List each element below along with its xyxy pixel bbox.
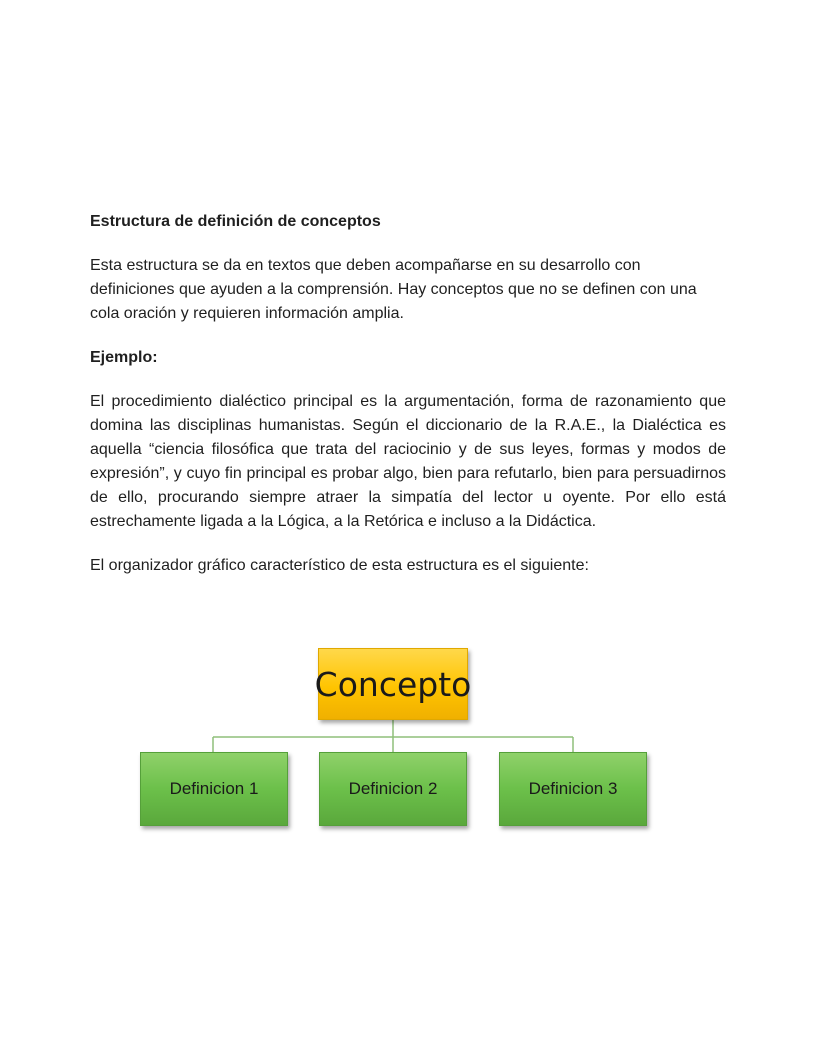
document-body [90, 210, 726, 598]
example-paragraph: El procedimiento dialéctico principal es la argumentación, forma de razonamiento que domina las disciplinas humanistas. Según el diccionario de la R.A.E., la Dialéctica es aquella “ciencia filosófica que trata del raciocinio y de sus leyes, formas y modos de expresión”, y cuyo fin principal es probar algo, bien para refutarlo, bien para persuadirnos de ello, procurando siempre atraer la simpatía del lector u oyente. Por ello está estrechamente ligada a la Lógica, a la Retórica e incluso a la Didáctica. [90, 393, 726, 530]
definition-node-2 [319, 752, 467, 826]
definition-node-1 [140, 752, 288, 826]
concept-node [314, 648, 472, 720]
definition-node-label: Definicion 3 [528, 779, 618, 798]
intro-paragraph: Esta estructura se da en textos que deben acompañarse en su desarrollo con definiciones que ayuden a la comprensión. Hay conceptos que no se definen con una cola oración y requieren información amplia. [90, 257, 697, 322]
concept-node-label: Concepto [314, 664, 472, 704]
diagram-connectors [213, 720, 573, 752]
example-label: Ejemplo: [90, 349, 158, 366]
definition-node-label: Definicion 2 [348, 779, 438, 798]
definition-node-label: Definicion 1 [169, 779, 259, 798]
organizer-intro: El organizador gráfico característico de esta estructura es el siguiente: [90, 557, 589, 574]
section-heading: Estructura de definición de conceptos [90, 213, 381, 230]
definition-node-3 [499, 752, 647, 826]
